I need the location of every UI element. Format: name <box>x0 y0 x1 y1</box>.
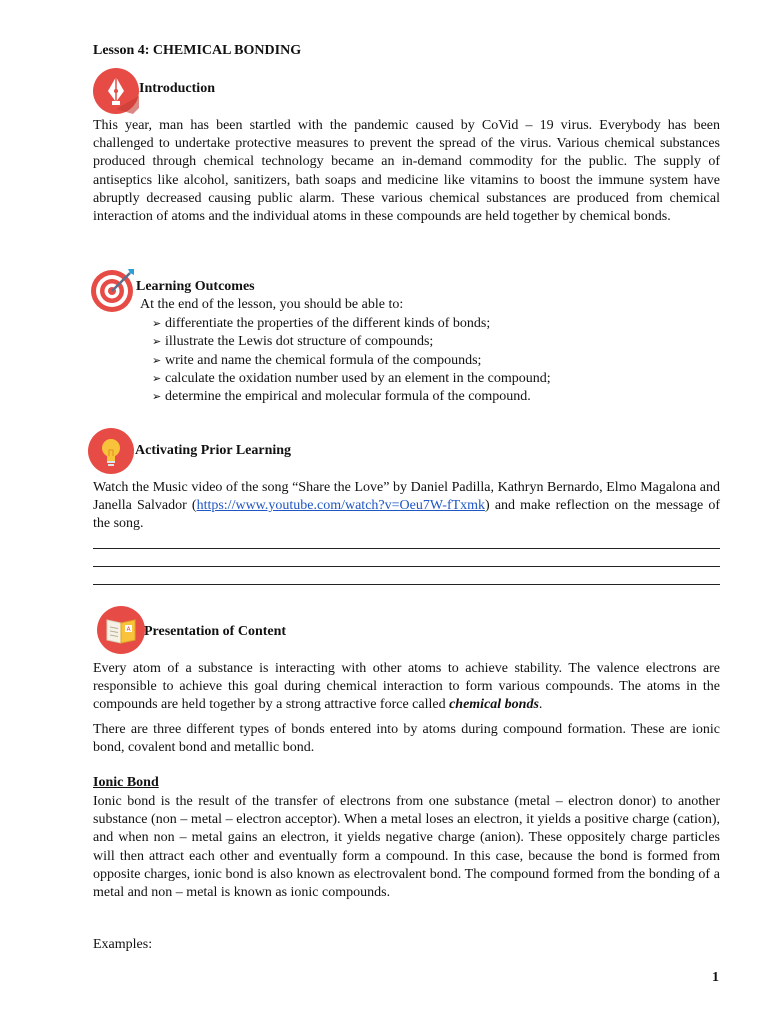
answer-line <box>93 548 720 549</box>
svg-text:A: A <box>126 626 131 633</box>
ionic-bond-paragraph: Ionic bond is the result of the transfer of electrons from one substance (metal – electron donor) to another substance (non – metal – electron acceptor). When a metal loses an electron, it yields a positive charge (cation), and when non – metal gains an electron, it yields negative charge (anion). These oppositely charge particles will then attract each other and eventually form a compound. In this case, because the bond is formed from opposite charges, ionic bond is also known as electrovalent bond. The compound formed from the bonding of a metal and non – metal is known as ionic compounds. <box>93 794 720 901</box>
arrow-bullet-icon: ➢ <box>152 317 162 330</box>
open-book-icon <box>97 606 145 654</box>
presentation-paragraph-1: Every atom of a substance is interacting with other atoms to achieve stability. The valence electrons are responsible to achieve this goal during chemical interaction to form various compounds. The atoms in the compounds are held together by a strong attractive force called chemical bonds. <box>93 661 720 713</box>
arrow-bullet-icon: ➢ <box>152 335 162 349</box>
arrow-bullet-icon: ➢ <box>152 390 162 404</box>
lesson-title: Lesson 4: CHEMICAL BONDING <box>93 43 302 58</box>
list-item: ➢ illustrate the Lewis dot structure of compounds; <box>152 333 551 351</box>
list-item: ➢ write and name the chemical formula of the compounds; <box>152 352 551 370</box>
presentation-of-content-heading: Presentation of Content <box>144 624 287 639</box>
learning-outcomes-heading: Learning Outcomes <box>136 279 255 294</box>
list-item: ➢ determine the empirical and molecular formula of the compound. <box>152 388 551 406</box>
list-item: ➢ calculate the oxidation number used by an element in the compound; <box>152 370 551 388</box>
introduction-heading: Introduction <box>139 81 215 96</box>
answer-line <box>93 584 720 585</box>
examples-label: Examples: <box>93 937 153 952</box>
arrow-bullet-icon: ➢ <box>152 353 162 367</box>
activating-prior-learning-paragraph: Watch the Music video of the song “Share the Love” by Daniel Padilla, Kathryn Bernardo, Elmo Magalona and Janella Salvador (https://www.youtube.com/watch?v=Oeu7W-fTxmk) and make reflection on the message of the song. <box>93 480 720 532</box>
pen-nib-icon <box>93 68 139 114</box>
answer-line <box>93 566 720 567</box>
target-icon <box>90 265 138 313</box>
presentation-paragraph-2: There are three different types of bonds entered into by atoms during compound formation. These are ionic bond, covalent bond and metallic bond. <box>93 722 720 756</box>
learning-outcomes-list <box>152 315 551 406</box>
arrow-bullet-icon: ➢ <box>152 371 162 385</box>
introduction-paragraph: This year, man has been startled with the pandemic caused by CoVid – 19 virus. Everybody has been challenged to undertake protective measures to prevent the spread of the virus. Various chemical substances produced through chemical technology became an in-demand commodity for the public. The supply of antiseptics like alcohol, sanitizers, bath soaps and medicine like vitamins to boost the immune system have abruptly decreased causing public alarm. These various chemical substances are produced from chemical interaction of atoms and the individual atoms in these compounds are held together by chemical bonds. <box>93 118 720 225</box>
list-item: ➢ differentiate the properties of the different kinds of bonds; <box>152 315 551 333</box>
activating-prior-learning-heading: Activating Prior Learning <box>135 443 292 458</box>
page-number: 1 <box>712 970 719 985</box>
ionic-bond-heading: Ionic Bond <box>93 775 159 790</box>
youtube-link[interactable]: https://www.youtube.com/watch?v=Oeu7W-fTxmk <box>196 498 486 514</box>
learning-outcomes-intro: At the end of the lesson, you should be able to: <box>140 297 404 312</box>
lightbulb-icon <box>88 428 134 474</box>
